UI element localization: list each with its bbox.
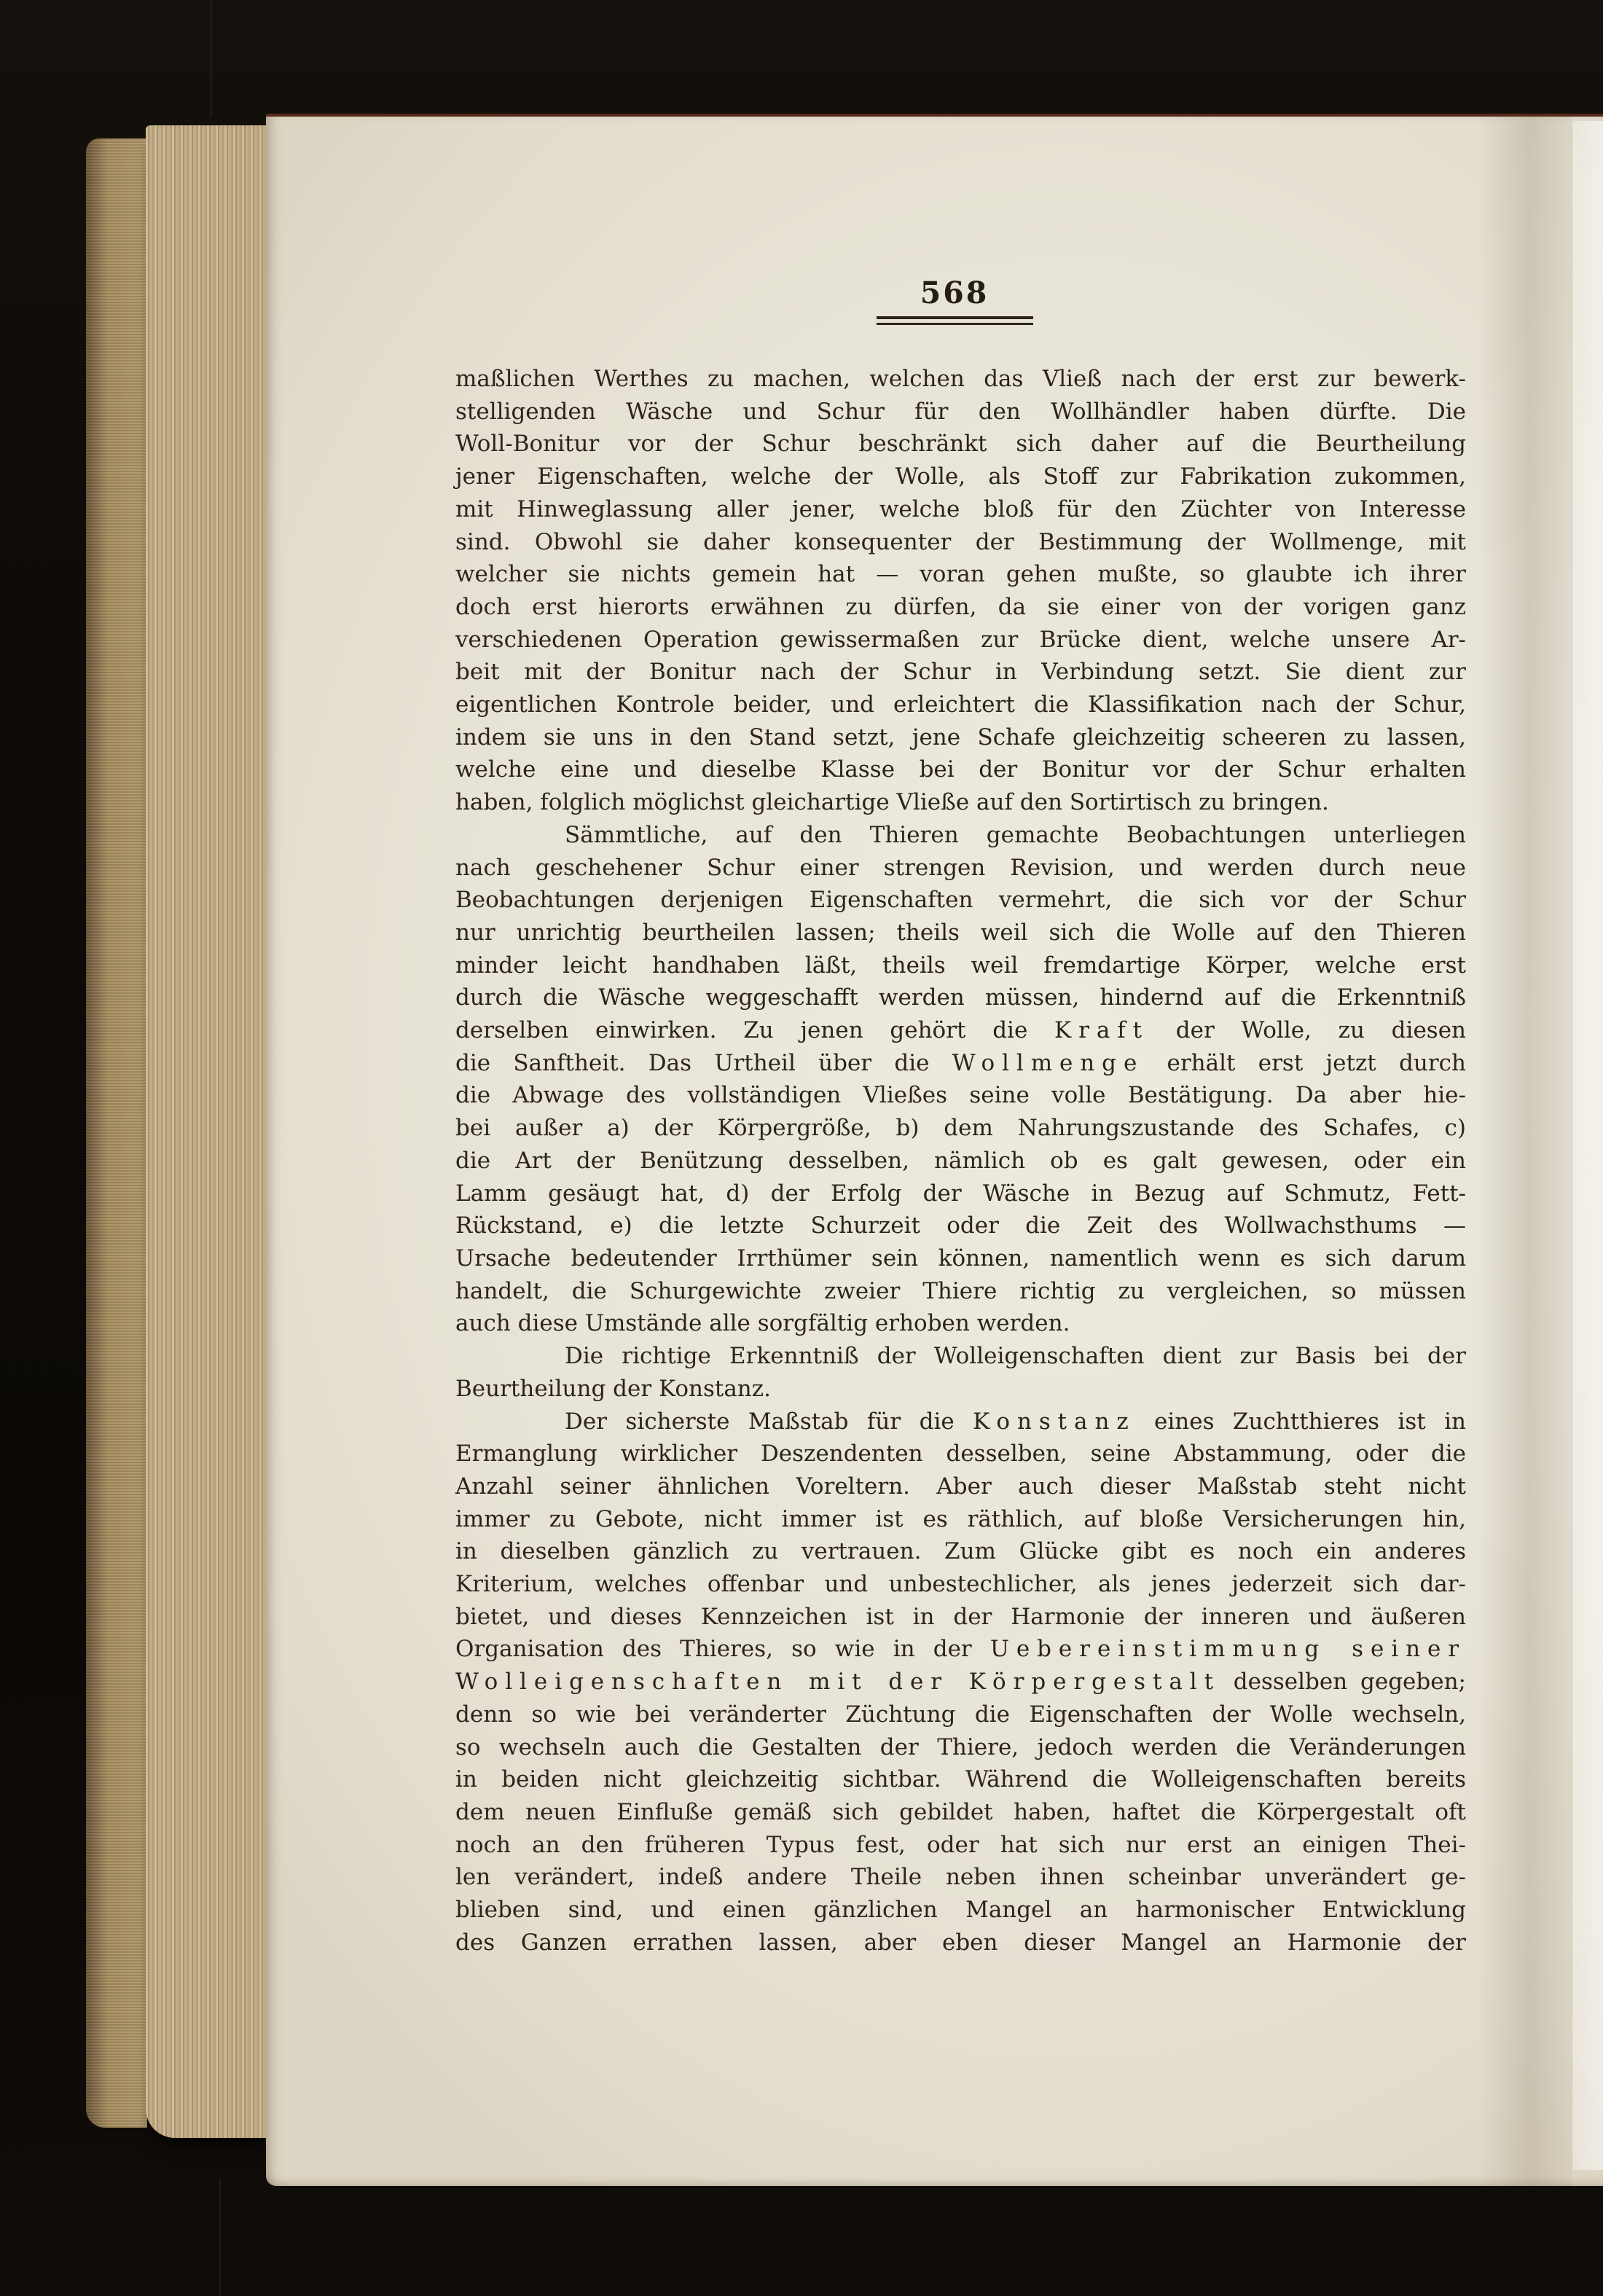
text-block [455,363,1466,1959]
text-line: indem sie uns in den Stand setzt, jene Schafe gleichzeitig scheeren zu lassen, [455,724,1466,751]
text-line: jener Eigenschaften, welche der Wolle, als Stoff zur Fabrikation zukommen, [455,463,1466,490]
book-cover-edge [86,138,147,2128]
text-line: doch erst hierorts erwähnen zu dürfen, da sie einer von der vorigen ganz [455,593,1466,620]
text-line: Sämmtliche, auf den Thieren gemachte Beobachtungen unterliegen [565,821,1466,848]
page-number-rule [877,316,1033,325]
text-line: handelt, die Schurgewichte zweier Thiere richtig zu vergleichen, so müssen [455,1277,1466,1304]
facing-page-edge [1572,121,1603,2170]
text-line: len verändert, indeß andere Theile neben ihnen scheinbar unverändert ge- [455,1864,1466,1891]
page-header [845,275,1064,325]
text-line: Kriterium, welches offenbar und unbestechlicher, als jenes jederzeit sich dar- [455,1571,1466,1598]
text-line: die Abwage des vollständigen Vließes seine volle Bestätigung. Da aber hie- [455,1082,1466,1109]
text-line: mit Hinweglassung aller jener, welche bloß für den Züchter von Interesse [455,495,1466,522]
text-line: Organisation des Thieres, so wie in der Uebereinstimmung seiner [455,1636,1466,1663]
text-line: immer zu Gebote, nicht immer ist es räthlich, auf bloße Versicherungen hin, [455,1505,1466,1532]
text-line: auch diese Umstände alle sorgfältig erhoben werden. [455,1310,1070,1337]
text-line: Woll-Bonitur vor der Schur beschränkt sich daher auf die Beurtheilung [455,431,1466,458]
text-line: Wolleigenschaften mit der Körpergestalt desselben gegeben; [455,1669,1466,1696]
text-line: in dieselben gänzlich zu vertrauen. Zum Glücke gibt es noch ein anderes [455,1538,1466,1565]
text-line: bietet, und dieses Kennzeichen ist in der Harmonie der inneren und äußeren [455,1603,1466,1630]
text-line: blieben sind, und einen gänzlichen Mangel an harmonischer Entwicklung [455,1897,1466,1924]
text-line: Rückstand, e) die letzte Schurzeit oder die Zeit des Wollwachsthums — [455,1212,1466,1239]
text-line: durch die Wäsche weggeschafft werden müssen, hindernd auf die Erkenntniß [455,984,1466,1011]
text-line: derselben einwirken. Zu jenen gehört die Kraft der Wolle, zu diesen [455,1017,1467,1044]
book-page [266,114,1603,2186]
text-line: in beiden nicht gleichzeitig sichtbar. Während die Wolleigenschaften bereits [455,1766,1466,1793]
text-line: Beobachtungen derjenigen Eigenschaften vermehrt, die sich vor der Schur [455,887,1466,914]
text-line: welche eine und dieselbe Klasse bei der Bonitur vor der Schur erhalten [455,756,1466,783]
text-line: die Sanftheit. Das Urtheil über die Wollmenge erhält erst jetzt durch [455,1049,1466,1076]
text-line: nach geschehener Schur einer strengen Revision, und werden durch neue [455,854,1466,881]
text-line: Die richtige Erkenntniß der Wolleigenschaften dient zur Basis bei der [565,1343,1466,1370]
letterspaced-emphasis: Uebereinstimmung seiner [989,1636,1466,1663]
text-line: minder leicht handhaben läßt, theils weil fremdartige Körper, welche erst [455,952,1466,979]
text-line: Beurtheilung der Konstanz. [455,1375,771,1402]
text-line: welcher sie nichts gemein hat — voran gehen mußte, so glaubte ich ihrer [455,561,1466,588]
text-line: sind. Obwohl sie daher konsequenter der Bestimmung der Wollmenge, mit [455,528,1466,555]
text-line: maßlichen Werthes zu machen, welchen das Vließ nach der erst zur bewerk- [455,366,1466,392]
text-line: denn so wie bei veränderter Züchtung die Eigenschaften der Wolle wechseln, [455,1701,1466,1728]
text-line: Ursache bedeutender Irrthümer sein können, namentlich wenn es sich darum [455,1245,1466,1272]
text-line: Anzahl seiner ähnlichen Voreltern. Aber auch dieser Maßstab steht nicht [455,1473,1466,1500]
letterspaced-emphasis: Wollmenge [952,1049,1145,1076]
text-line: eigentlichen Kontrole beider, und erleichtert die Klassifikation nach der Schur, [455,691,1466,718]
text-line: nur unrichtig beurtheilen lassen; theils weil sich die Wolle auf den Thieren [455,919,1466,946]
text-line: Lamm gesäugt hat, d) der Erfolg der Wäsche in Bezug auf Schmutz, Fett- [455,1180,1466,1207]
text-line: die Art der Benützung desselben, nämlich ob es galt gewesen, oder ein [455,1147,1466,1174]
text-line: stelligenden Wäsche und Schur für den Wollhändler haben dürfte. Die [455,398,1466,425]
text-line: Der sicherste Maßstab für die Konstanz eines Zuchtthieres ist in [565,1408,1466,1435]
text-line: beit mit der Bonitur nach der Schur in Verbindung setzt. Sie dient zur [455,659,1466,686]
letterspaced-emphasis: Wolleigenschaften mit der Körpergestalt [455,1669,1220,1696]
text-line: verschiedenen Operation gewissermaßen zur Brücke dient, welche unsere Ar- [455,626,1466,653]
page-gutter-shadow [1478,117,1572,2186]
text-line: haben, folglich möglichst gleichartige Vließe auf den Sortirtisch zu bringen. [455,789,1329,816]
text-line: Ermanglung wirklicher Deszendenten desselben, seine Abstammung, oder die [455,1441,1466,1468]
text-line: dem neuen Einfluße gemäß sich gebildet haben, haftet die Körpergestalt oft [455,1798,1466,1825]
text-line: bei außer a) der Körpergröße, b) dem Nahrungszustande des Schafes, c) [455,1115,1466,1142]
page-number: 568 [920,275,989,310]
text-line: noch an den früheren Typus fest, oder hat sich nur erst an einigen Thei- [455,1831,1466,1858]
book-page-edges [146,125,270,2138]
text-line: des Ganzen errathen lassen, aber eben dieser Mangel an Harmonie der [455,1929,1466,1956]
text-line: so wechseln auch die Gestalten der Thiere, jedoch werden die Veränderungen [455,1733,1466,1760]
letterspaced-emphasis: Kraft [1054,1017,1150,1044]
letterspaced-emphasis: Konstanz [973,1408,1136,1435]
